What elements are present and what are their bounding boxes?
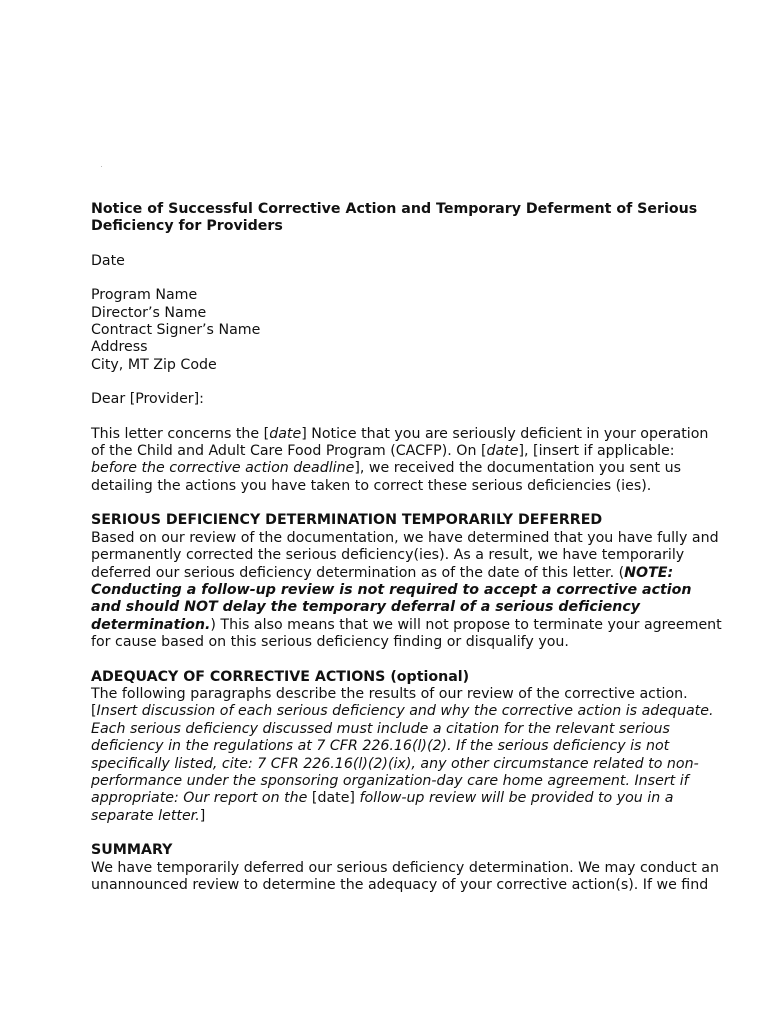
intro-italic-date: date xyxy=(269,425,302,442)
section-heading: ADEQUACY OF CORRECTIVE ACTIONS (optional) xyxy=(91,668,470,685)
address-line: Contract Signer’s Name xyxy=(91,322,261,339)
section-text: The following paragraphs describe the results of our review of the corrective action. [ xyxy=(91,685,688,720)
section-deferred xyxy=(91,512,723,651)
section-body xyxy=(91,530,723,652)
section-text: ) This also means that we will not propose to terminate your agreement for cause based on this serious deficiency finding or disqualify you. xyxy=(91,616,722,651)
intro-text: ] Notice that you are seriously deficient in your operation of the Child and Adult Care Food Program (CACFP). On [ xyxy=(91,425,709,460)
intro-text: ], [insert if applicable: xyxy=(518,443,675,460)
salutation: Dear [Provider]: xyxy=(91,391,204,408)
address-line: City, MT Zip Code xyxy=(91,356,217,373)
insert-instructions: Insert discussion of each serious deficiency and why the corrective action is adequate. Each serious deficiency discussed must include a citation for the relevant serious deficiency in the regulations at 7 CFR 226.16(l)(2). If the serious deficiency is not specifically listed, cite: 7 CFR 226.16(l)(2)(ix), any other circumstance related to non-performance under the sponsoring organization-day care home agreement. Insert if appropriate: Our report on the xyxy=(91,703,714,807)
intro-text: ], we received the documentation you sent us detailing the actions you have taken to correct these serious deficiencies (ies). xyxy=(91,460,681,494)
address-line: Director’s Name xyxy=(91,304,207,321)
date-line: Date xyxy=(91,252,125,269)
section-text: [date] xyxy=(311,790,355,807)
section-heading: SUMMARY xyxy=(91,842,173,859)
intro-italic-deadline: before the corrective action deadline xyxy=(91,460,355,477)
insert-instructions: follow-up review will be provided to you in a separate letter. xyxy=(91,790,674,824)
intro-paragraph xyxy=(91,426,723,496)
note-bold-italic: NOTE: Conducting a follow-up review is not required to accept a corrective action and should NOT delay the temporary deferral of a serious deficiency determination. xyxy=(91,564,692,633)
intro-italic-date: date xyxy=(486,443,519,460)
intro-text: This letter concerns the [ xyxy=(91,425,270,442)
section-text: ] xyxy=(199,807,206,824)
section-heading: SERIOUS DEFICIENCY DETERMINATION TEMPORARILY DEFERRED xyxy=(91,512,603,529)
section-text: Based on our review of the documentation, we have determined that you have fully and permanently corrected the serious deficiency(ies). As a result, we have temporarily deferred our serious deficiency determination as of the date of this letter. ( xyxy=(91,529,719,581)
section-body: We have temporarily deferred our serious deficiency determination. We may conduct an unannounced review to determine the adequacy of your corrective action(s). If we find xyxy=(91,859,719,893)
letter-title: Notice of Successful Corrective Action and Temporary Deferment of Serious Deficiency for Providers xyxy=(91,201,698,235)
address-line: Address xyxy=(91,339,148,356)
address-block xyxy=(91,287,723,374)
section-summary xyxy=(91,842,723,894)
letter-page xyxy=(91,201,723,911)
scan-speck xyxy=(101,166,102,167)
section-adequacy xyxy=(91,669,723,826)
section-body xyxy=(91,686,723,825)
address-line: Program Name xyxy=(91,287,198,304)
